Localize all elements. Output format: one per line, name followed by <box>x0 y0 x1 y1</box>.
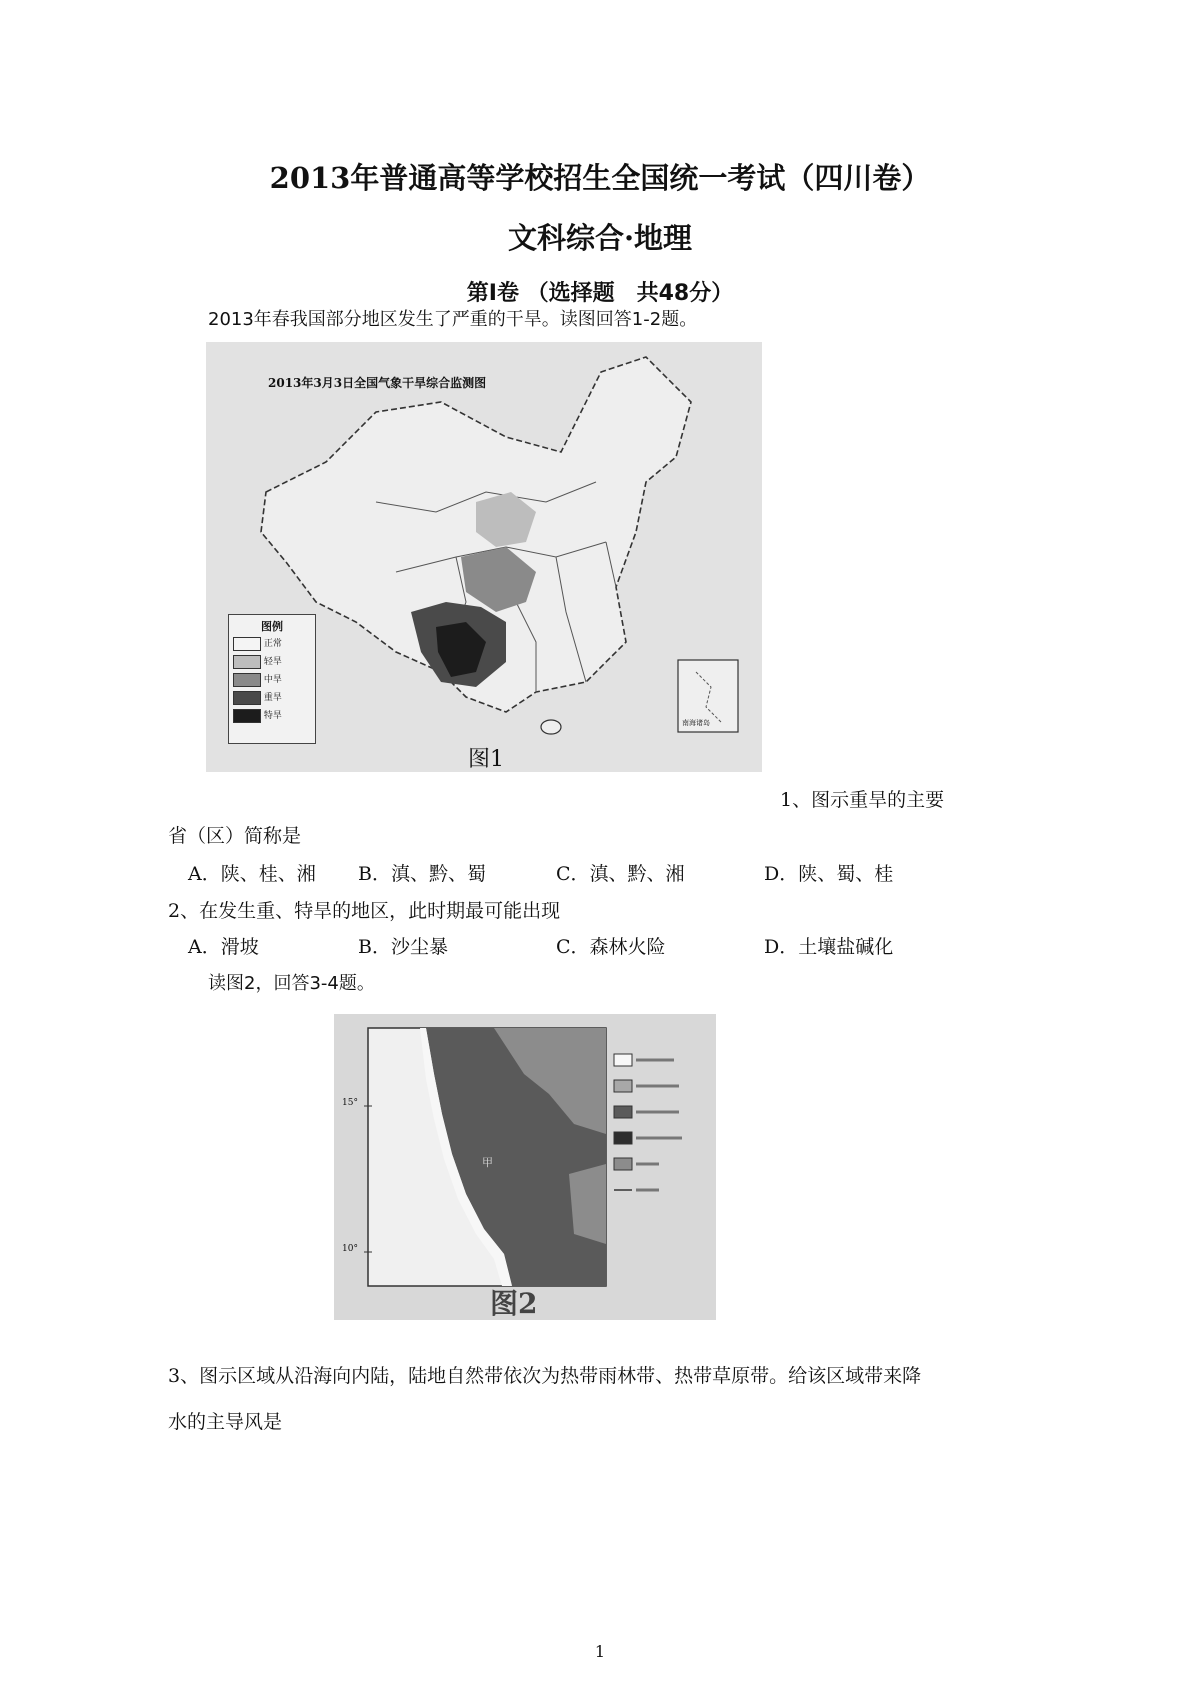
q1-option-a: A．陕、桂、湘 <box>188 863 316 885</box>
q2-option-d: D．土壤盐碱化 <box>764 936 894 958</box>
legend-swatch <box>233 709 261 723</box>
figure-2-caption: 图2 <box>490 1287 538 1320</box>
legend-label: 中旱 <box>263 675 282 685</box>
intro-1-2: 2013年春我国部分地区发生了严重的干旱。读图回答1-2题。 <box>208 309 698 330</box>
q2-stem: 2、在发生重、特旱的地区，此时期最可能出现 <box>168 900 561 922</box>
q1-option-b: B．滇、黔、蜀 <box>358 863 486 885</box>
exam-title: 2013年普通高等学校招生全国统一考试（四川卷） <box>269 161 931 195</box>
figure-2-region-map <box>334 1014 716 1320</box>
q2-option-c: C．森林火险 <box>556 936 666 958</box>
lat-label-10: 10° <box>342 1244 358 1254</box>
legend-label: 重旱 <box>263 693 282 703</box>
q2-option-b: B．沙尘暴 <box>358 936 448 958</box>
q3-stem-line1: 3、图示区域从沿海向内陆，陆地自然带依次为热带雨林带、热带草原带。给该区域带来降 <box>168 1365 922 1387</box>
q2-option-a: A．滑坡 <box>188 936 259 958</box>
legend-item-severe <box>233 689 311 707</box>
section-heading: 第Ⅰ卷 （选择题 共48分） <box>466 281 734 306</box>
legend-swatch <box>233 691 261 705</box>
legend-item-extreme <box>233 707 311 725</box>
legend-swatch <box>233 637 261 651</box>
q1-option-c: C．滇、黔、湘 <box>556 863 685 885</box>
q1-stem-line2: 省（区）简称是 <box>168 825 302 847</box>
legend-label: 特旱 <box>263 711 282 721</box>
legend-title: 图例 <box>261 620 283 633</box>
legend-item-normal <box>233 635 311 653</box>
legend-label: 正常 <box>263 639 282 649</box>
figure-1-drought-map <box>206 342 762 772</box>
legend-item-moderate <box>233 671 311 689</box>
legend-item-light <box>233 653 311 671</box>
q1-option-d: D．陕、蜀、桂 <box>764 863 894 885</box>
map-title: 2013年3月3日全国气象干旱综合监测图 <box>268 376 487 390</box>
region-map-graphic <box>334 1014 716 1320</box>
exam-subtitle: 文科综合·地理 <box>507 221 693 255</box>
figure-1-caption: 图1 <box>468 747 504 772</box>
legend-swatch <box>233 673 261 687</box>
region-label: 甲 <box>482 1156 493 1169</box>
q3-stem-line2: 水的主导风是 <box>168 1411 283 1433</box>
map-legend <box>228 614 316 744</box>
inset-label: 南海诸岛 <box>682 719 710 727</box>
lat-label-15: 15° <box>342 1098 358 1108</box>
legend-swatch <box>233 655 261 669</box>
page-number: 1 <box>594 1642 606 1661</box>
q1-stem-line1: 1、图示重旱的主要 <box>780 789 945 811</box>
legend-label: 轻旱 <box>263 657 282 667</box>
intro-3-4: 读图2，回答3-4题。 <box>208 973 375 994</box>
